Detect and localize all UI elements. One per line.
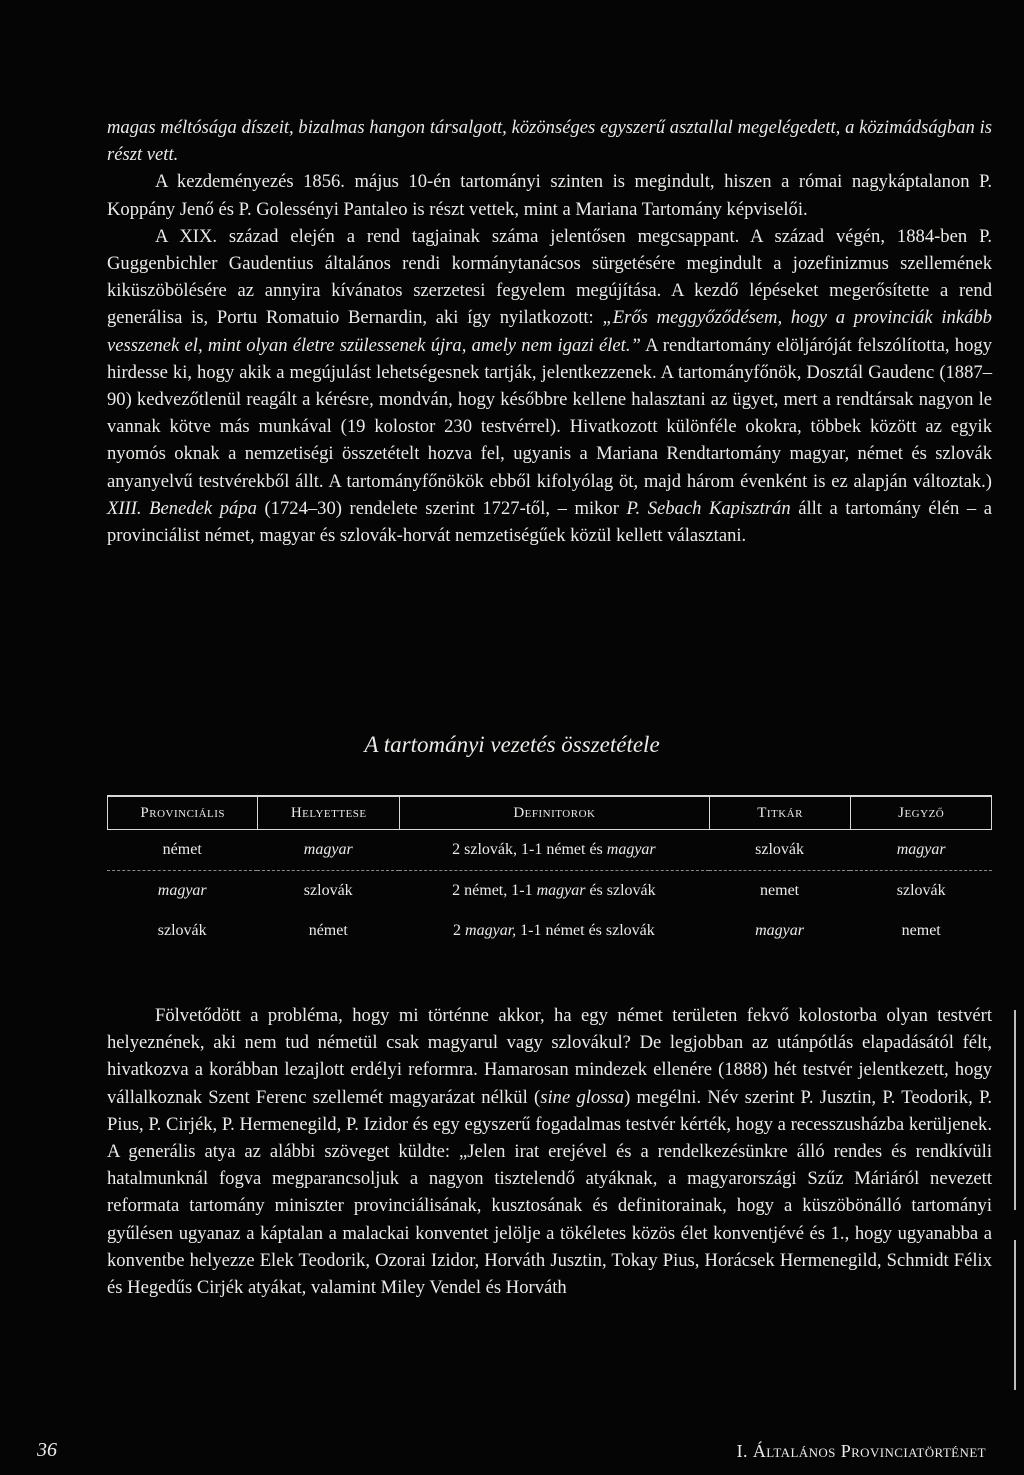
text-segment: és szlovák bbox=[585, 882, 656, 899]
text-segment: állt a tartomány élén – a provinciálist német, magyar és szlovák-horvát nemzetiségűek közül kellett választani. bbox=[107, 497, 993, 547]
scan-edge-mark bbox=[1014, 1010, 1016, 1210]
table-body bbox=[107, 830, 992, 951]
table-row bbox=[107, 830, 992, 871]
cell-provincialis bbox=[107, 871, 257, 911]
italic-text-segment: magyar bbox=[303, 841, 353, 858]
header-provincialis: Provinciális bbox=[107, 795, 257, 830]
scan-edge-mark bbox=[1014, 1240, 1016, 1390]
text-segment: nemet bbox=[901, 922, 941, 939]
italic-text-segment: sine glossa bbox=[540, 1086, 625, 1108]
text-segment: német bbox=[162, 841, 202, 858]
text-segment: szlovák bbox=[303, 882, 353, 899]
italic-text-segment: magas méltósága díszeit, bizalmas hangon társalgott, közönséges egyszerű asztallal megelégedett, a közimádságban is részt vett. bbox=[107, 117, 992, 166]
cell-jegyzo bbox=[850, 871, 992, 911]
header-definitorok: Definitorok bbox=[399, 795, 709, 830]
italic-text-segment: XIII. Benedek pápa bbox=[107, 497, 257, 519]
text-segment: Fölvetődött a probléma, hogy mi történne akkor, ha egy német területen fekvő kolostorba olyan testvért helyeznének, aki nem tud németül csak magyarul vagy szlovákul? De legjobban az utánpótlás elapadásától félt, hivatkozva a korábban lezajlott erdélyi reformra. Hamarosan mindezek ellenére (1888) hét testvér jelentkezett, hogy vállalkoznak Szent Ferenc szellemét magyarázat nélkül ( bbox=[107, 1005, 992, 1108]
cell-helyettese bbox=[257, 830, 399, 871]
italic-text-segment: magyar, bbox=[465, 922, 517, 939]
cell-jegyzo bbox=[850, 830, 992, 871]
header-helyettese: Helyettese bbox=[257, 795, 399, 830]
text-segment: 1-1 német és szlovák bbox=[516, 922, 655, 939]
text-segment: A kezdeményezés 1856. május 10-én tartományi szinten is megindult, hiszen a római nagykáptalanon P. Koppány Jenő és P. Golessényi Pantaleo is részt vettek, mint a Mariana Tartomány képviselői. bbox=[107, 171, 992, 220]
text-segment: német bbox=[308, 922, 348, 939]
leadership-composition-table bbox=[107, 795, 992, 951]
text-block-bottom bbox=[107, 1002, 992, 1301]
text-segment: 2 bbox=[453, 922, 466, 939]
paragraph bbox=[107, 114, 992, 168]
italic-text-segment: magyar bbox=[755, 922, 805, 939]
table-header-row bbox=[107, 795, 992, 830]
italic-text-segment: magyar bbox=[157, 882, 207, 899]
text-segment: szlovák bbox=[896, 882, 946, 899]
cell-definitorok bbox=[399, 911, 709, 951]
italic-text-segment: magyar bbox=[606, 841, 656, 858]
text-segment: 2 szlovák, 1-1 német és bbox=[452, 841, 607, 858]
cell-titkar bbox=[709, 871, 851, 911]
cell-helyettese bbox=[257, 871, 399, 911]
header-titkar: Titkár bbox=[709, 795, 851, 830]
text-block-top bbox=[107, 114, 992, 549]
header-jegyzo: Jegyző bbox=[850, 795, 992, 830]
text-segment: szlovák bbox=[755, 841, 805, 858]
text-segment: nemet bbox=[760, 882, 800, 899]
text-segment: ) megélni. Név szerint P. Jusztin, P. Teodorik, P. Pius, P. Cirjék, P. Hermenegild, P. Izidor és egy egyszerű fogadalmas testvér kérték, hogy a recesszusházba kerüljenek. A generális atya az alábbi szöveget küldte: „Jelen irat erejével és a rendelkezésünkre álló rendes és rendkívüli hatalmunknál fogva megparancsoljuk a nagyon tisztelendő atyáknak, a magyarországi Szűz Máriáról nevezett reformata tartomány miniszter provinciálisának, kusztosának és definitorainak, hogy a küszöbönálló tartományi gyűlésen ugyanaz a káptalan a malackai konventet jelölje a tökéletes közös élet konventjévé és 1., hogy ugyanabba a konventbe helyezze Elek Teodorik, Ozorai Izidor, Horváth Jusztin, Tokay Pius, Horácsek Hermenegild, Schmidt Félix és Hegedűs Cirjék atyákat, valamint Miley Vendel és Horváth bbox=[107, 1086, 993, 1299]
cell-titkar bbox=[709, 911, 851, 951]
table-title: A tartományi vezetés összetétele bbox=[364, 732, 660, 757]
cell-provincialis bbox=[107, 911, 257, 951]
table-row bbox=[107, 871, 992, 911]
running-title: I. Általános Provinciatörténet bbox=[736, 1441, 986, 1461]
paragraph bbox=[107, 223, 992, 549]
italic-text-segment: magyar bbox=[896, 841, 946, 858]
text-segment: A XIX. század elején a rend tagjainak száma jelentősen megcsappant. A század végén, 1884-ben P. Guggenbichler Gaudentius általános rendi kormánytanácsos sürgetésére megindult a jozefinizmus szellemének kiküszöbölésére az annyira kívánatos szerzetesi fegyelem megújítása. A kezdő lépéseket megerősítette a rend generálisa is, Portu Romatuio Bernardin, aki így nyilatkozott: bbox=[107, 225, 992, 329]
italic-text-segment: magyar bbox=[536, 882, 586, 899]
cell-definitorok bbox=[399, 871, 709, 911]
text-segment: szlovák bbox=[157, 922, 207, 939]
cell-helyettese bbox=[257, 911, 399, 951]
italic-text-segment: P. Sebach Kapisztrán bbox=[626, 497, 791, 519]
table-row bbox=[107, 911, 992, 951]
cell-provincialis bbox=[107, 830, 257, 871]
cell-jegyzo bbox=[850, 911, 992, 951]
paragraph bbox=[107, 168, 992, 222]
page-number: 36 bbox=[37, 1439, 57, 1461]
text-segment: A rendtartomány elöljáróját felszólította, hogy hirdesse ki, hogy akik a megújulást lehetségesnek tartják, jelentkezzenek. A tartományfőnök, Dosztál Gaudenc (1887–90) kedvezőtlenül reagált a kérésre, mondván, hogy későbbre kellene halasztani az ügyet, mert a rendtársak nagyon le vannak kötve más munkával (19 kolostor 230 testvérrel). Hivatkozott különféle okokra, többek között az egyik nyomós oknak a nemzetiségi összetételt hozva fel, ugyanis a Mariana Rendtartomány magyar, német és szlovák anyanyelvű testvérekből állt. A tartományfőnökök ebből kifolyólag öt, majd három évenként is ez alapján változtak.) bbox=[107, 334, 992, 492]
cell-definitorok bbox=[399, 830, 709, 871]
text-segment: 2 német, 1-1 bbox=[452, 882, 537, 899]
paragraph bbox=[107, 1002, 992, 1301]
italic-text-segment: „Erős meggyőződésem, hogy a provinciák inkább vesszenek el, mint olyan életre szülessenek újra, amely nem igazi élet.” bbox=[107, 307, 992, 356]
text-segment: (1724–30) rendelete szerint 1727-től, – mikor bbox=[256, 497, 627, 519]
cell-titkar bbox=[709, 830, 851, 871]
